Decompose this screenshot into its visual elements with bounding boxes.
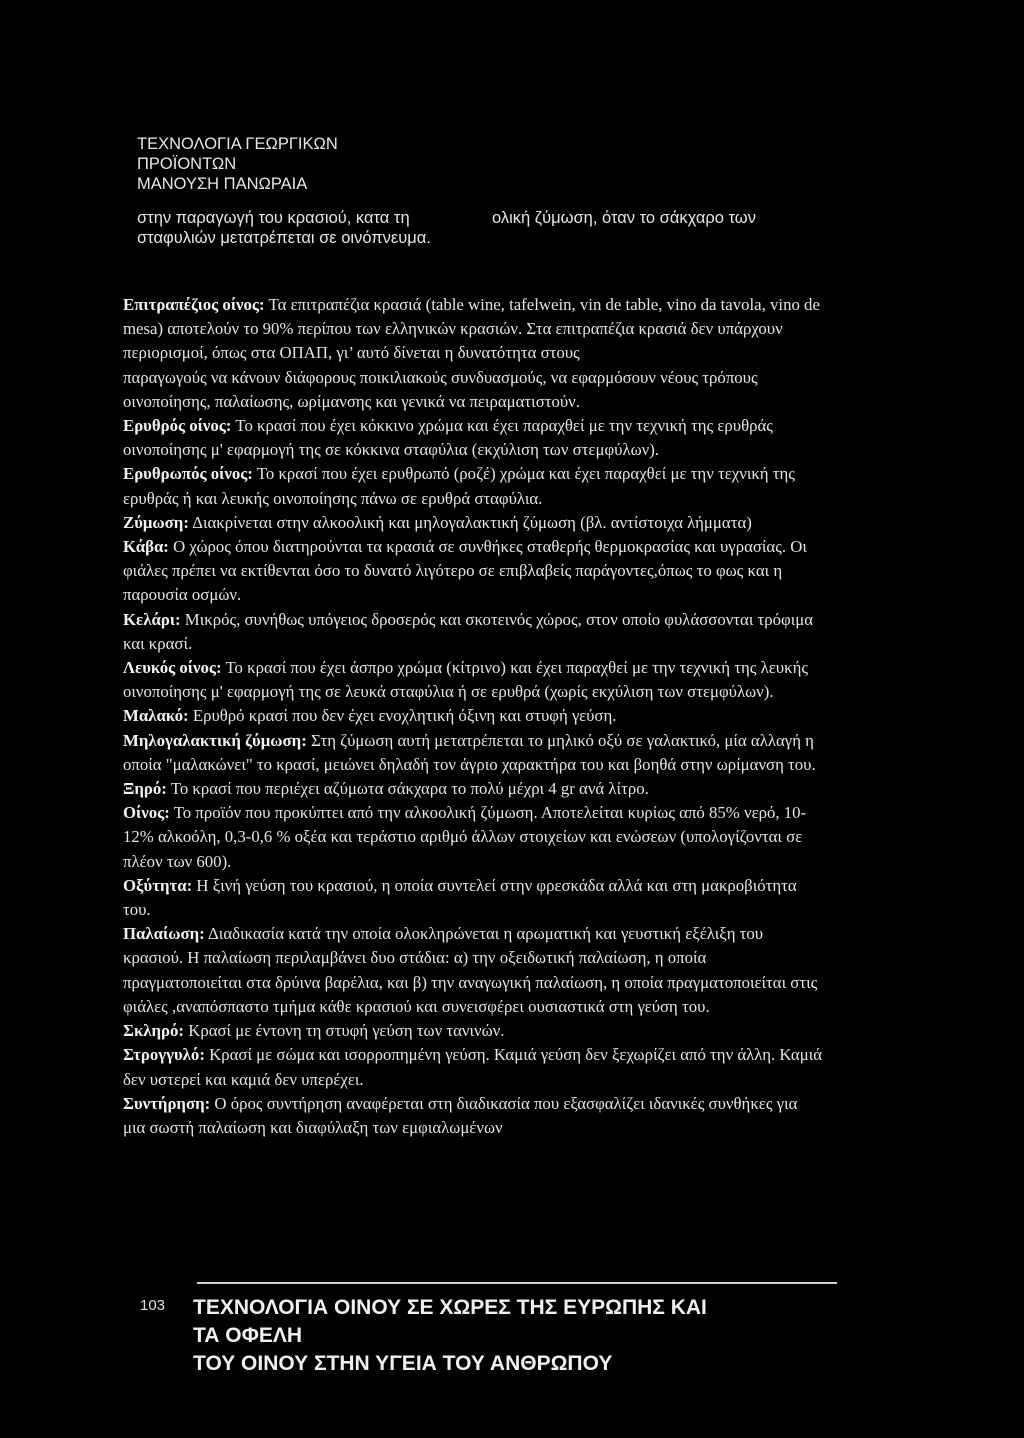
glossary-entry	[123, 777, 823, 801]
header-line-2: ΠΡΟΪΟΝΤΩΝ	[137, 155, 237, 173]
glossary-body	[123, 293, 823, 1140]
fragment-left-column	[137, 208, 477, 248]
footer-title	[193, 1294, 833, 1378]
fragment-right-column	[492, 208, 892, 228]
glossary-definition: Ερυθρό κρασί που δεν έχει ενοχλητική όξινη και στυφή γεύση.	[188, 706, 617, 726]
glossary-term: Κάβα:	[123, 537, 169, 557]
glossary-definition: Ο όρος συντήρηση αναφέρεται στη διαδικασία που εξασφαλίζει ιδανικές συνθήκες για μια σωστή παλαίωση και διαφύλαξη των εμφιαλωμένων	[123, 1093, 798, 1137]
glossary-definition: Κρασί με σώμα και ισορροπημένη γεύση. Καμιά γεύση δεν ξεχωρίζει από την άλλη. Καμιά δεν υστερεί και καμιά δεν υπερέχει.	[123, 1045, 823, 1089]
glossary-term: Οίνος:	[123, 803, 170, 823]
footer-title-line-2: ΤΑ ΟΦΕΛΗ	[193, 1324, 303, 1347]
glossary-term: Κελάρι:	[123, 609, 181, 629]
glossary-entry	[123, 1092, 823, 1140]
page-header	[137, 134, 857, 194]
fragment-left-line-1: στην παραγωγή του κρασιού, κατα τη	[137, 209, 410, 227]
glossary-term: Στρογγυλό:	[123, 1045, 205, 1065]
header-line-1: ΤΕΧΝΟΛΟΓΙΑ ΓΕΩΡΓΙΚΩΝ	[137, 135, 338, 153]
glossary-entry	[123, 414, 823, 462]
glossary-definition: Διαδικασία κατά την οποία ολοκληρώνεται η αρωματική και γευστική εξέλιξη του κρασιού. Η παλαίωση περιλαμβάνει δυο στάδια: α) την οξειδωτική παλαίωση, η οποία πραγματοποιείται στα δρύινα βαρέλια, και β) την αναγωγική παλαίωση, η οποία πραγματοποιείται στις φιάλες ,αναπόσπαστο τμήμα κάθε κρασιού και συνεισφέρει ουσιαστικά στη γεύση του.	[123, 924, 818, 1016]
glossary-term: Επιτραπέζιος οίνος:	[123, 295, 265, 314]
glossary-definition: Κρασί με έντονη τη στυφή γεύση των τανινών.	[184, 1021, 505, 1041]
glossary-term: Ερυθρός οίνος:	[123, 416, 232, 436]
glossary-entry	[123, 366, 823, 414]
footer-title-line-1: ΤΕΧΝΟΛΟΓΙΑ ΟΙΝΟΥ ΣΕ ΧΩΡΕΣ ΤΗΣ ΕΥΡΩΠΗΣ ΚΑΙ	[193, 1296, 707, 1319]
glossary-term: Μηλογαλακτική ζύμωση:	[123, 730, 307, 750]
header-line-3: ΜΑΝΟΥΣΗ ΠΑΝΩΡΑΙΑ	[137, 175, 308, 193]
glossary-definition: Το κρασί που έχει κόκκινο χρώμα και έχει παραχθεί με την τεχνική της ερυθράς οινοποίησης μ' εφαρμογή της σε κόκκινα σταφύλια (εκχύλιση των στεμφύλων).	[123, 416, 773, 460]
glossary-entry	[123, 656, 823, 704]
glossary-term: Ερυθρωπός οίνος:	[123, 464, 253, 484]
glossary-entry	[123, 801, 823, 874]
glossary-definition: Στη ζύμωση αυτή μετατρέπεται το μηλικό οξύ σε γαλακτικό, μία αλλαγή η οποία "μαλακώνει" το κρασί, μειώνει δηλαδή τον άγριο χαρακτήρα του και βοηθά στην ωρίμανση του.	[123, 730, 816, 774]
glossary-entry	[123, 1019, 823, 1043]
glossary-term: Λευκός οίνος:	[123, 658, 222, 678]
glossary-entry	[123, 874, 823, 922]
fragment-left-line-2: σταφυλιών μετατρέπεται σε οινόπνευμα.	[137, 229, 431, 247]
glossary-entry	[123, 511, 823, 535]
page-number: 103	[140, 1297, 166, 1314]
glossary-term: Σκληρό:	[123, 1021, 185, 1041]
glossary-term: Οξύτητα:	[123, 875, 193, 895]
glossary-definition: Μικρός, συνήθως υπόγειος δροσερός και σκοτεινός χώρος, στον οποίο φυλάσσονται τρόφιμα και κρασί.	[123, 609, 814, 653]
glossary-entry	[123, 922, 823, 1019]
footer-title-line-3: ΤΟΥ ΟΙΝΟΥ ΣΤΗΝ ΥΓΕΙΑ ΤΟΥ ΑΝΘΡΩΠΟΥ	[193, 1352, 613, 1375]
glossary-entry	[123, 704, 823, 728]
glossary-definition: Διακρίνεται στην αλκοολική και μηλογαλακτική ζύμωση (βλ. αντίστοιχα λήμματα)	[188, 512, 752, 532]
glossary-definition: Το κρασί που έχει ερυθρωπό (ροζέ) χρώμα και έχει παραχθεί με την τεχνική της ερυθράς ή και λευκής οινοποίησης πάνω σε ερυθρά σταφύλια.	[123, 464, 795, 508]
glossary-entry	[123, 462, 823, 510]
glossary-entry	[123, 293, 823, 366]
glossary-term: Παλαίωση:	[123, 924, 205, 944]
glossary-entry	[123, 535, 823, 608]
glossary-entry	[123, 729, 823, 777]
fragment-right-line-1: ολική ζύμωση, όταν το σάκχαρο των	[492, 209, 756, 227]
glossary-term: Συντήρηση:	[123, 1093, 211, 1113]
glossary-definition: παραγωγούς να κάνουν διάφορους ποικιλιακούς συνδυασμούς, να εφαρμόσουν νέους τρόπους οινοποίησης, παλαίωσης, ωρίμανσης και γενικά να πειραματιστούν.	[123, 367, 758, 411]
glossary-entry	[123, 1043, 823, 1091]
glossary-definition: Τα επιτραπέζια κρασιά (table wine, tafelwein, vin de table, vino da tavola, vino de mesa) αποτελούν το 90% περίπου των ελληνικών κρασιών. Στα επιτραπέζια κρασιά δεν υπάρχουν περιορισμοί, όπως στα ΟΠΑΠ, γι’ αυτό δίνεται η δυνατότητα στους	[123, 295, 820, 363]
glossary-term: Ξηρό:	[123, 779, 167, 799]
glossary-definition: Το κρασί που έχει άσπρο χρώμα (κίτρινο) και έχει παραχθεί με την τεχνική της λευκής οινοποίησης μ' εφαρμογή της σε λευκά σταφύλια ή σε ερυθρά (χωρίς εκχύλιση των στεμφύλων).	[123, 658, 808, 702]
glossary-entry	[123, 608, 823, 656]
glossary-term: Μαλακό:	[123, 706, 189, 726]
glossary-definition: Ο χώρος όπου διατηρούνται τα κρασιά σε συνθήκες σταθερής θερμοκρασίας και υγρασίας. Οι φιάλες πρέπει να εκτίθενται όσο το δυνατό λιγότερο σε επιβλαβείς παράγοντες,όπως το φως και η παρουσία οσμών.	[123, 537, 807, 605]
glossary-definition: Το κρασί που περιέχει αζύμωτα σάκχαρα το πολύ μέχρι 4 gr ανά λίτρο.	[166, 779, 649, 799]
glossary-definition: Το προϊόν που προκύπτει από την αλκοολική ζύμωση. Αποτελείται κυρίως από 85% νερό, 10-12% αλκοόλη, 0,3-0,6 % οξέα και τεράστιο αριθμό άλλων στοιχείων και ενώσεων (υπολογίζονται σε πλέον των 600).	[123, 803, 807, 871]
glossary-term: Ζύμωση:	[123, 512, 189, 532]
glossary-definition: Η ξινή γεύση του κρασιού, η οποία συντελεί στην φρεσκάδα αλλά και στη μακροβιότητα του.	[123, 875, 797, 920]
footer-divider	[197, 1282, 837, 1284]
